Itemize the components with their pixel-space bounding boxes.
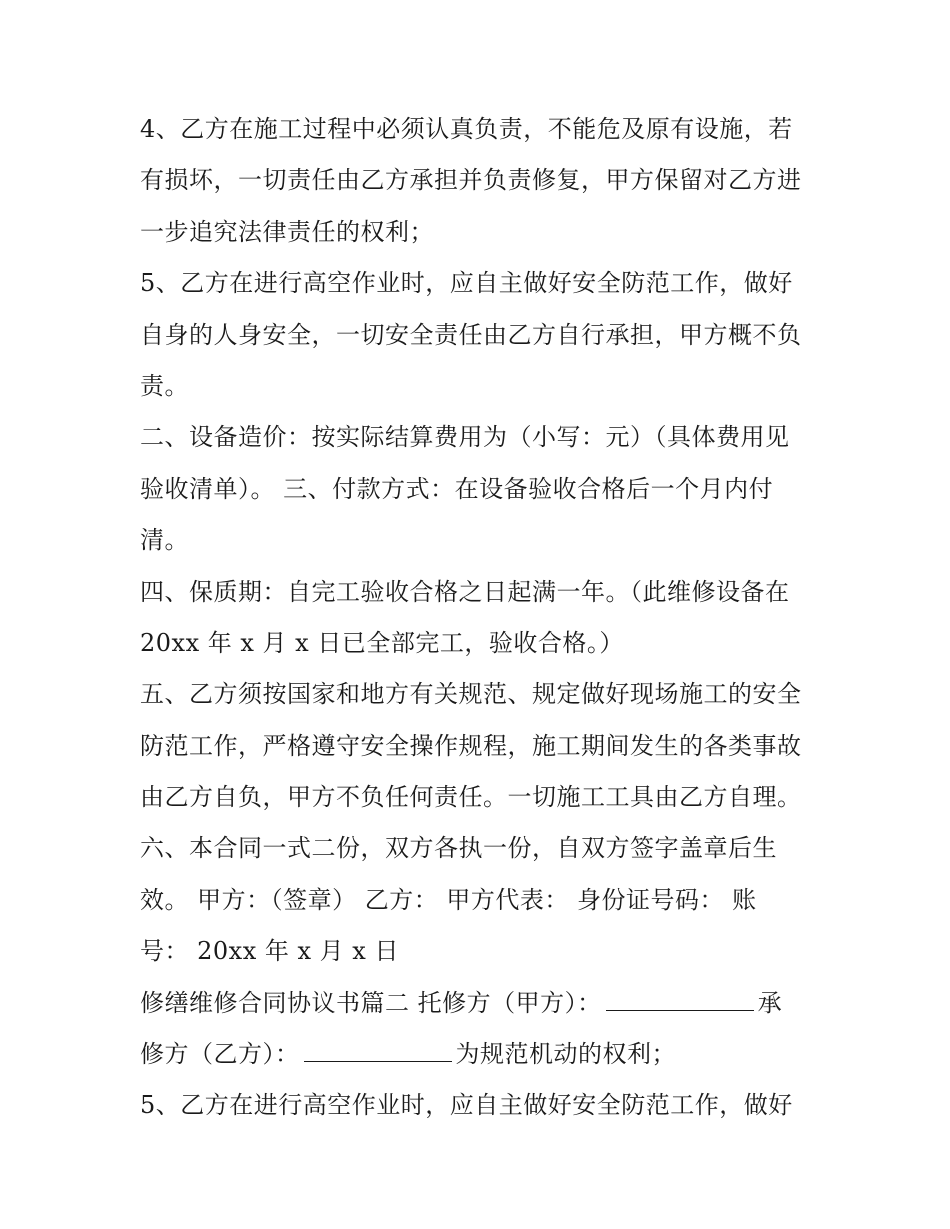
blank-label-before: 修方（乙方）： [140, 1040, 300, 1069]
fill-in-blank [304, 1041, 452, 1062]
blank-label-after: 承 [757, 988, 783, 1017]
text-line: 清。 [140, 526, 189, 555]
blank-label-before: 修缮维修合同协议书篇二 托修方（甲方）： [140, 988, 602, 1017]
text-line: 一步追究法律责任的权利； [140, 217, 434, 246]
blank-label-after: 为规范机动的权利； [455, 1040, 676, 1069]
text-line: 有损坏，一切责任由乙方承担并负责修复，甲方保留对乙方进 [140, 166, 802, 195]
text-line: 效。 甲方：（签章） 乙方： 甲方代表： 身份证号码： 账 [140, 885, 757, 914]
text-line: 自身的人身安全，一切安全责任由乙方自行承担，甲方概不负 [140, 320, 802, 349]
text-line: 20xx 年 x 月 x 日已全部完工，验收合格。） [140, 628, 624, 657]
text-line: 责。 [140, 371, 189, 400]
text-line: 4、乙方在施工过程中必须认真负责，不能危及原有设施，若 [140, 115, 793, 143]
text-line-with-blank [140, 978, 830, 1029]
text-line: 四、保质期：自完工验收合格之日起满一年。（此维修设备在 [140, 577, 790, 606]
text-line: 验收清单）。 三、付款方式：在设备验收合格后一个月内付 [140, 474, 774, 503]
text-line: 由乙方自负，甲方不负任何责任。一切施工工具由乙方自理。 [140, 783, 802, 812]
text-line: 五、乙方须按国家和地方有关规范、规定做好现场施工的安全 [140, 680, 802, 709]
text-line: 六、本合同一式二份，双方各执一份，自双方签字盖章后生 [140, 834, 777, 863]
text-line: 防范工作，严格遵守安全操作规程，施工期间发生的各类事故 [140, 731, 802, 760]
text-line: 5、乙方在进行高空作业时，应自主做好安全防范工作，做好 [140, 269, 793, 298]
text-line-with-blank [140, 1029, 830, 1080]
fill-in-blank [606, 990, 754, 1011]
text-line: 5、乙方在进行高空作业时，应自主做好安全防范工作，做好 [140, 1091, 793, 1120]
text-line: 号： 20xx 年 x 月 x 日 [140, 937, 399, 966]
document-body [140, 104, 830, 1132]
text-line: 二、设备造价：按实际结算费用为（小写：元）（具体费用见 [140, 423, 790, 452]
